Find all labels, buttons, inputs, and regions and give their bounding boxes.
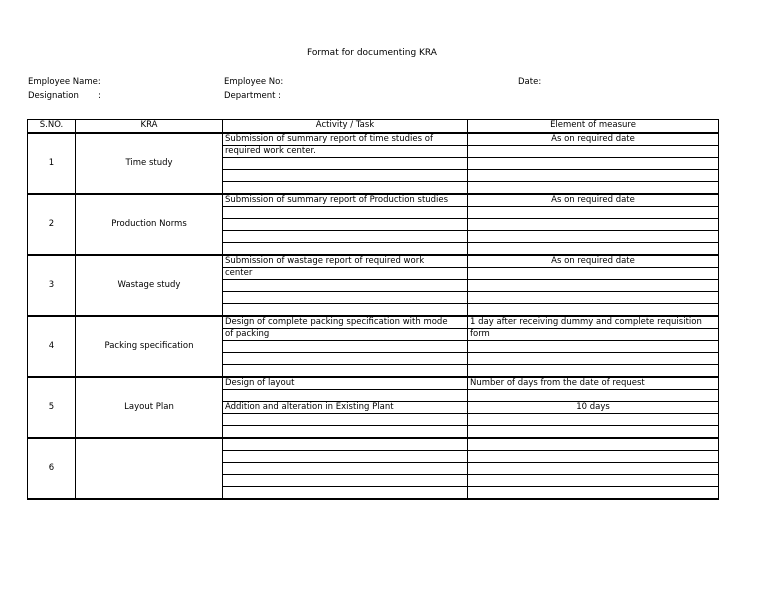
- activity-cell: Submission of wastage report of required work: [223, 255, 468, 268]
- activity-cell: [223, 414, 468, 426]
- measure-cell: As on required date: [468, 255, 719, 268]
- activity-cell: Design of complete packing specification with mode: [223, 316, 468, 329]
- table-row: [28, 316, 719, 329]
- kra-cell: Production Norms: [76, 194, 223, 255]
- measure-cell: [468, 207, 719, 219]
- activity-cell: [223, 182, 468, 195]
- measure-cell: [468, 280, 719, 292]
- designation-label: Designation: [28, 91, 79, 101]
- designation-colon: :: [98, 91, 101, 101]
- col-header-measure: Element of measure: [468, 120, 719, 134]
- measure-cell: [468, 390, 719, 402]
- measure-cell: form: [468, 329, 719, 341]
- table-header-row: [28, 120, 719, 134]
- measure-cell: [468, 182, 719, 195]
- kra-cell: [76, 438, 223, 499]
- activity-cell: [223, 353, 468, 365]
- measure-cell: Number of days from the date of request: [468, 377, 719, 390]
- sno-cell: 6: [28, 438, 76, 499]
- activity-cell: [223, 170, 468, 182]
- measure-cell: As on required date: [468, 133, 719, 146]
- sno-cell: 5: [28, 377, 76, 438]
- activity-cell: [223, 231, 468, 243]
- measure-cell: [468, 438, 719, 451]
- activity-cell: [223, 219, 468, 231]
- kra-cell: Time study: [76, 133, 223, 194]
- activity-cell: [223, 304, 468, 317]
- activity-cell: [223, 292, 468, 304]
- activity-cell: [223, 390, 468, 402]
- measure-cell: [468, 475, 719, 487]
- measure-cell: 10 days: [468, 402, 719, 414]
- kra-cell: Packing specification: [76, 316, 223, 377]
- table-row: [28, 255, 719, 268]
- measure-cell: As on required date: [468, 194, 719, 207]
- measure-cell: [468, 414, 719, 426]
- measure-cell: [468, 219, 719, 231]
- date-label: Date:: [518, 77, 542, 87]
- table-row: [28, 377, 719, 390]
- measure-cell: [468, 365, 719, 378]
- activity-cell: [223, 463, 468, 475]
- measure-cell: [468, 268, 719, 280]
- col-header-kra: KRA: [76, 120, 223, 134]
- measure-cell: [468, 353, 719, 365]
- activity-cell: required work center.: [223, 146, 468, 158]
- measure-cell: [468, 158, 719, 170]
- measure-cell: 1 day after receiving dummy and complete requisition: [468, 316, 719, 329]
- col-header-sno: S.NO.: [28, 120, 76, 134]
- department-label: Department :: [224, 91, 282, 101]
- sno-cell: 1: [28, 133, 76, 194]
- employee-no-label: Employee No:: [224, 77, 284, 87]
- col-header-activity: Activity / Task: [223, 120, 468, 134]
- sno-cell: 2: [28, 194, 76, 255]
- activity-cell: [223, 207, 468, 219]
- measure-cell: [468, 146, 719, 158]
- measure-cell: [468, 487, 719, 500]
- activity-cell: [223, 438, 468, 451]
- activity-cell: center: [223, 268, 468, 280]
- activity-cell: [223, 280, 468, 292]
- activity-cell: [223, 158, 468, 170]
- page-title: Format for documenting KRA: [307, 48, 437, 58]
- activity-cell: [223, 365, 468, 378]
- measure-cell: [468, 170, 719, 182]
- measure-cell: [468, 426, 719, 439]
- activity-cell: [223, 475, 468, 487]
- sno-cell: 3: [28, 255, 76, 316]
- table-row: [28, 194, 719, 207]
- activity-cell: Submission of summary report of time studies of: [223, 133, 468, 146]
- employee-name-label: Employee Name:: [28, 77, 101, 87]
- measure-cell: [468, 341, 719, 353]
- table-row: [28, 133, 719, 146]
- activity-cell: [223, 451, 468, 463]
- activity-cell: [223, 341, 468, 353]
- activity-cell: of packing: [223, 329, 468, 341]
- table-row: [28, 438, 719, 451]
- activity-cell: [223, 487, 468, 500]
- activity-cell: [223, 426, 468, 439]
- activity-cell: Design of layout: [223, 377, 468, 390]
- measure-cell: [468, 451, 719, 463]
- measure-cell: [468, 304, 719, 317]
- sno-cell: 4: [28, 316, 76, 377]
- activity-cell: Submission of summary report of Production studies: [223, 194, 468, 207]
- measure-cell: [468, 243, 719, 256]
- kra-cell: Wastage study: [76, 255, 223, 316]
- measure-cell: [468, 463, 719, 475]
- measure-cell: [468, 231, 719, 243]
- activity-cell: Addition and alteration in Existing Plant: [223, 402, 468, 414]
- kra-table: [27, 119, 719, 500]
- activity-cell: [223, 243, 468, 256]
- kra-cell: Layout Plan: [76, 377, 223, 438]
- measure-cell: [468, 292, 719, 304]
